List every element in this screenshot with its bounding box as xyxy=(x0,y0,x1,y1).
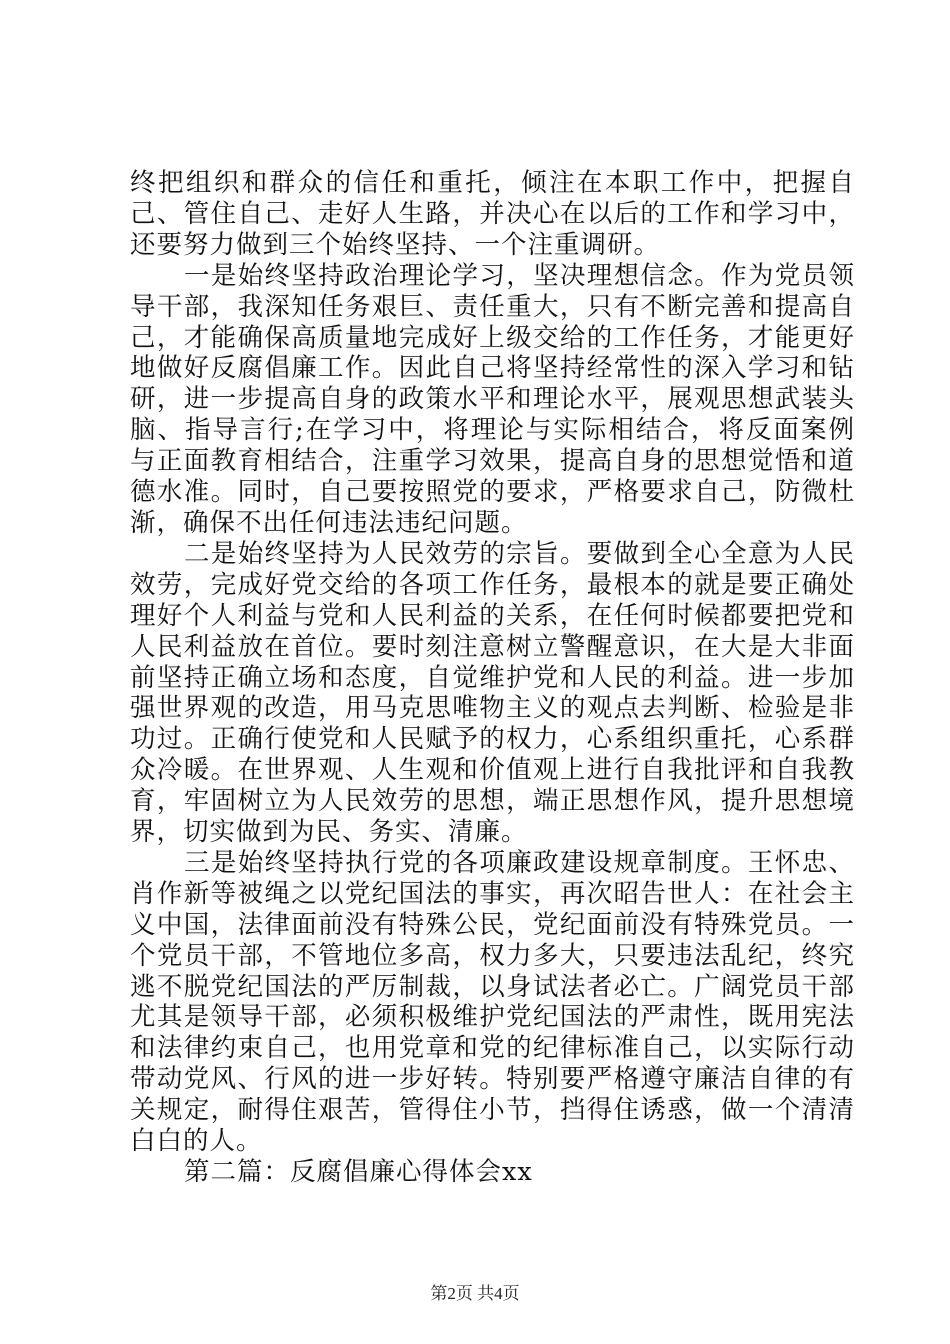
page-footer: 第2页 共4页 xyxy=(430,1284,520,1303)
paragraph-political-study: 一是始终坚持政治理论学习，坚决理想信念。作为党员领导干部，我深知任务艰巨、责任重大，只有不断完善和提高自己，才能确保高质量地完成好上级交给的工作任务，才能更好地做好反腐倡廉工作。因此自己将坚持经常性的深入学习和钻研，进一步提高自身的政策水平和理论水平，展观思想武装头脑、指导言行;在学习中，将理论与实际相结合，将反面案例与正面教育相结合，注重学习效果，提高自身的思想觉悟和道德水准。同时，自己要按照党的要求，严格要求自己，防微杜渐，确保不出任何违法违纪问题。 xyxy=(130,260,855,538)
paragraph-serve-people: 二是始终坚持为人民效劳的宗旨。要做到全心全意为人民效劳，完成好党交给的各项工作任务，最根本的就是要正确处理好个人利益与党和人民利益的关系，在任何时候都要把党和人民利益放在首位。要时刻注意树立警醒意识，在大是大非面前坚持正确立场和态度，自觉维护党和人民的利益。进一步加强世界观的改造，用马克思唯物主义的观点去判断、检验是非功过。正确行使党和人民赋予的权力，心系组织重托，心系群众冷暖。在世界观、人生观和价值观上进行自我批评和自我教育，牢固树立为人民效劳的思想，端正思想作风，提升思想境界，切实做到为民、务实、清廉。 xyxy=(130,538,855,848)
section-heading: 第二篇：反腐倡廉心得体会xx xyxy=(184,1157,533,1187)
paragraph-continued: 终把组织和群众的信任和重托，倾注在本职工作中，把握自己、管住自己、走好人生路，并决心在以后的工作和学习中，还要努力做到三个始终坚持、一个注重调研。 xyxy=(130,168,855,260)
document-body xyxy=(130,168,855,1188)
paragraph-integrity-rules: 三是始终坚持执行党的各项廉政建设规章制度。王怀忠、肖作新等被绳之以党纪国法的事实，再次昭告世人：在社会主义中国，法律面前没有特殊公民，党纪面前没有特殊党员。一个党员干部，不管地位多高，权力多大，只要违法乱纪，终究逃不脱党纪国法的严厉制裁，以身试法者必亡。广阔党员干部尤其是领导干部，必须积极维护党纪国法的严肃性，既用宪法和法律约束自己，也用党章和党的纪律标准自己，以实际行动带动党风、行风的进一步好转。特别要严格遵守廉洁自律的有关规定，耐得住艰苦，管得住小节，挡得住诱惑，做一个清清白白的人。 xyxy=(130,847,855,1157)
